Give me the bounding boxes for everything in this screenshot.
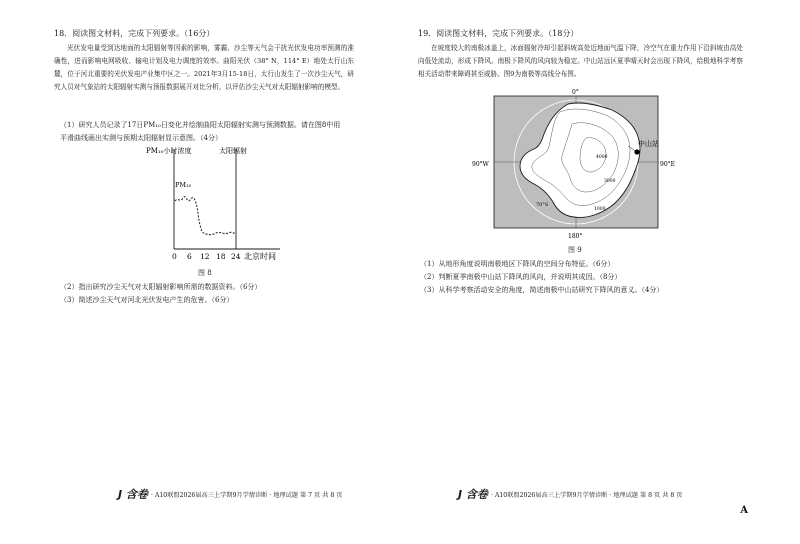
fig8-tick-0: 0	[172, 252, 177, 261]
map-label-0: 0°	[572, 89, 579, 96]
fig8-tick-12: 12	[200, 252, 210, 261]
q19-material	[418, 42, 743, 81]
footer-left	[118, 486, 342, 502]
fig8-left-axis-label: PM₁₀小时浓度	[146, 147, 192, 155]
footer-brand-logo: J 含卷	[458, 488, 488, 501]
contour-label-4000: 4000	[596, 155, 608, 160]
q18-heading: 18．阅读图文材料，完成下列要求。（16分）	[54, 29, 215, 38]
q18-sub1-line2: 平滑曲线画出实测与预期太阳辐射显示意图。（4分）	[60, 134, 222, 142]
page-right	[400, 0, 800, 544]
q19-paragraph: 在坡度较大的南极冰盖上，冰面辐射冷却引起斜坡高处近地面气温下降，冷空气在重力作用下沿斜坡由高处向低处流动，形成下降风。南极下降风的风向较为稳定。中山站远区夏季晴天时会出现下降风，给极地科学考察相关活动带来障碍甚至威胁。图9为南极等高线分布图。	[418, 44, 743, 78]
latitude-label-70s: 70°S	[536, 202, 549, 208]
footer-right	[458, 486, 682, 502]
q18-material	[54, 42, 354, 94]
q18-sub1-line1: （1）研究人员记录了17日PM₁₀日变化并绘制曲阳太阳辐射实测与预测数据。请在图8中用	[60, 121, 341, 129]
footer-brand-logo: J 含卷	[118, 488, 148, 501]
fig8-pm10-curve	[175, 197, 236, 235]
paper-version-mark: A	[740, 505, 748, 516]
figure-8	[140, 143, 310, 268]
fig8-x-axis-label: 北京时间	[244, 252, 276, 261]
fig8-tick-24: 24	[231, 252, 241, 261]
q19-sub1: （1）从地形角度说明南极地区下降风的空间分布特征。（6分）	[420, 260, 615, 268]
footer-text: · A10联盟2026届高三上学期9月学情诊断 · 地理试题 第 8 页 共 8 页	[490, 491, 683, 499]
q18-paragraph: 光伏发电量受到达地面的太阳辐射等因素的影响，雾霾、沙尘等天气会干扰光伏发电功率预测的准确性，进而影响电网吸收、输电计划及电力调度的效率。曲阳光伏（38° N，114° E）地处太行山东麓，位于河北重要的光伏发电产业集中区之一。2021年3月15-18日，太行山发生了一次沙尘天气，研究人员对气象站的太阳辐射实测与预报数据展开对比分析，以评估沙尘天气对太阳辐射影响的模型。	[54, 44, 354, 91]
fig8-caption: 图 8	[198, 269, 212, 277]
fig9-caption: 图 9	[568, 246, 582, 254]
q19-sub2: （2）判断夏季南极中山站下降风的风向，并说明其成因。（8分）	[420, 273, 622, 281]
map-label-180: 180°	[568, 233, 583, 240]
fig8-x-ticks	[172, 252, 241, 261]
map-label-90e: 90°E	[660, 161, 676, 168]
contour-label-3000: 3000	[604, 179, 616, 184]
map-label-90w: 90°W	[472, 161, 489, 168]
q18-sub3: （3）简述沙尘天气对河北光伏发电产生的危害。（6分）	[60, 296, 234, 304]
q18-sub2: （2）指出研究沙尘天气对太阳辐射影响所需的数据资料。（6分）	[60, 283, 262, 291]
footer-text: · A10联盟2026届高三上学期9月学情诊断 · 地理试题 第 7 页 共 8 页	[150, 491, 343, 499]
fig8-series-label: PM₁₀	[175, 181, 192, 189]
fig8-tick-6: 6	[187, 252, 192, 261]
q19-heading: 19．阅读图文材料，完成下列要求。（18分）	[418, 29, 579, 38]
q19-sub3: （3）从科学考察活动安全的角度，简述南极中山站研究下降风的意义。（4分）	[420, 286, 664, 294]
figure-9-antarctica-map	[472, 88, 680, 243]
fig8-tick-18: 18	[216, 252, 226, 261]
fig8-right-axis-label: 太阳辐射	[219, 147, 247, 155]
zhongshan-station-label: 中山站	[638, 140, 659, 148]
contour-label-1000: 1000	[594, 207, 606, 212]
